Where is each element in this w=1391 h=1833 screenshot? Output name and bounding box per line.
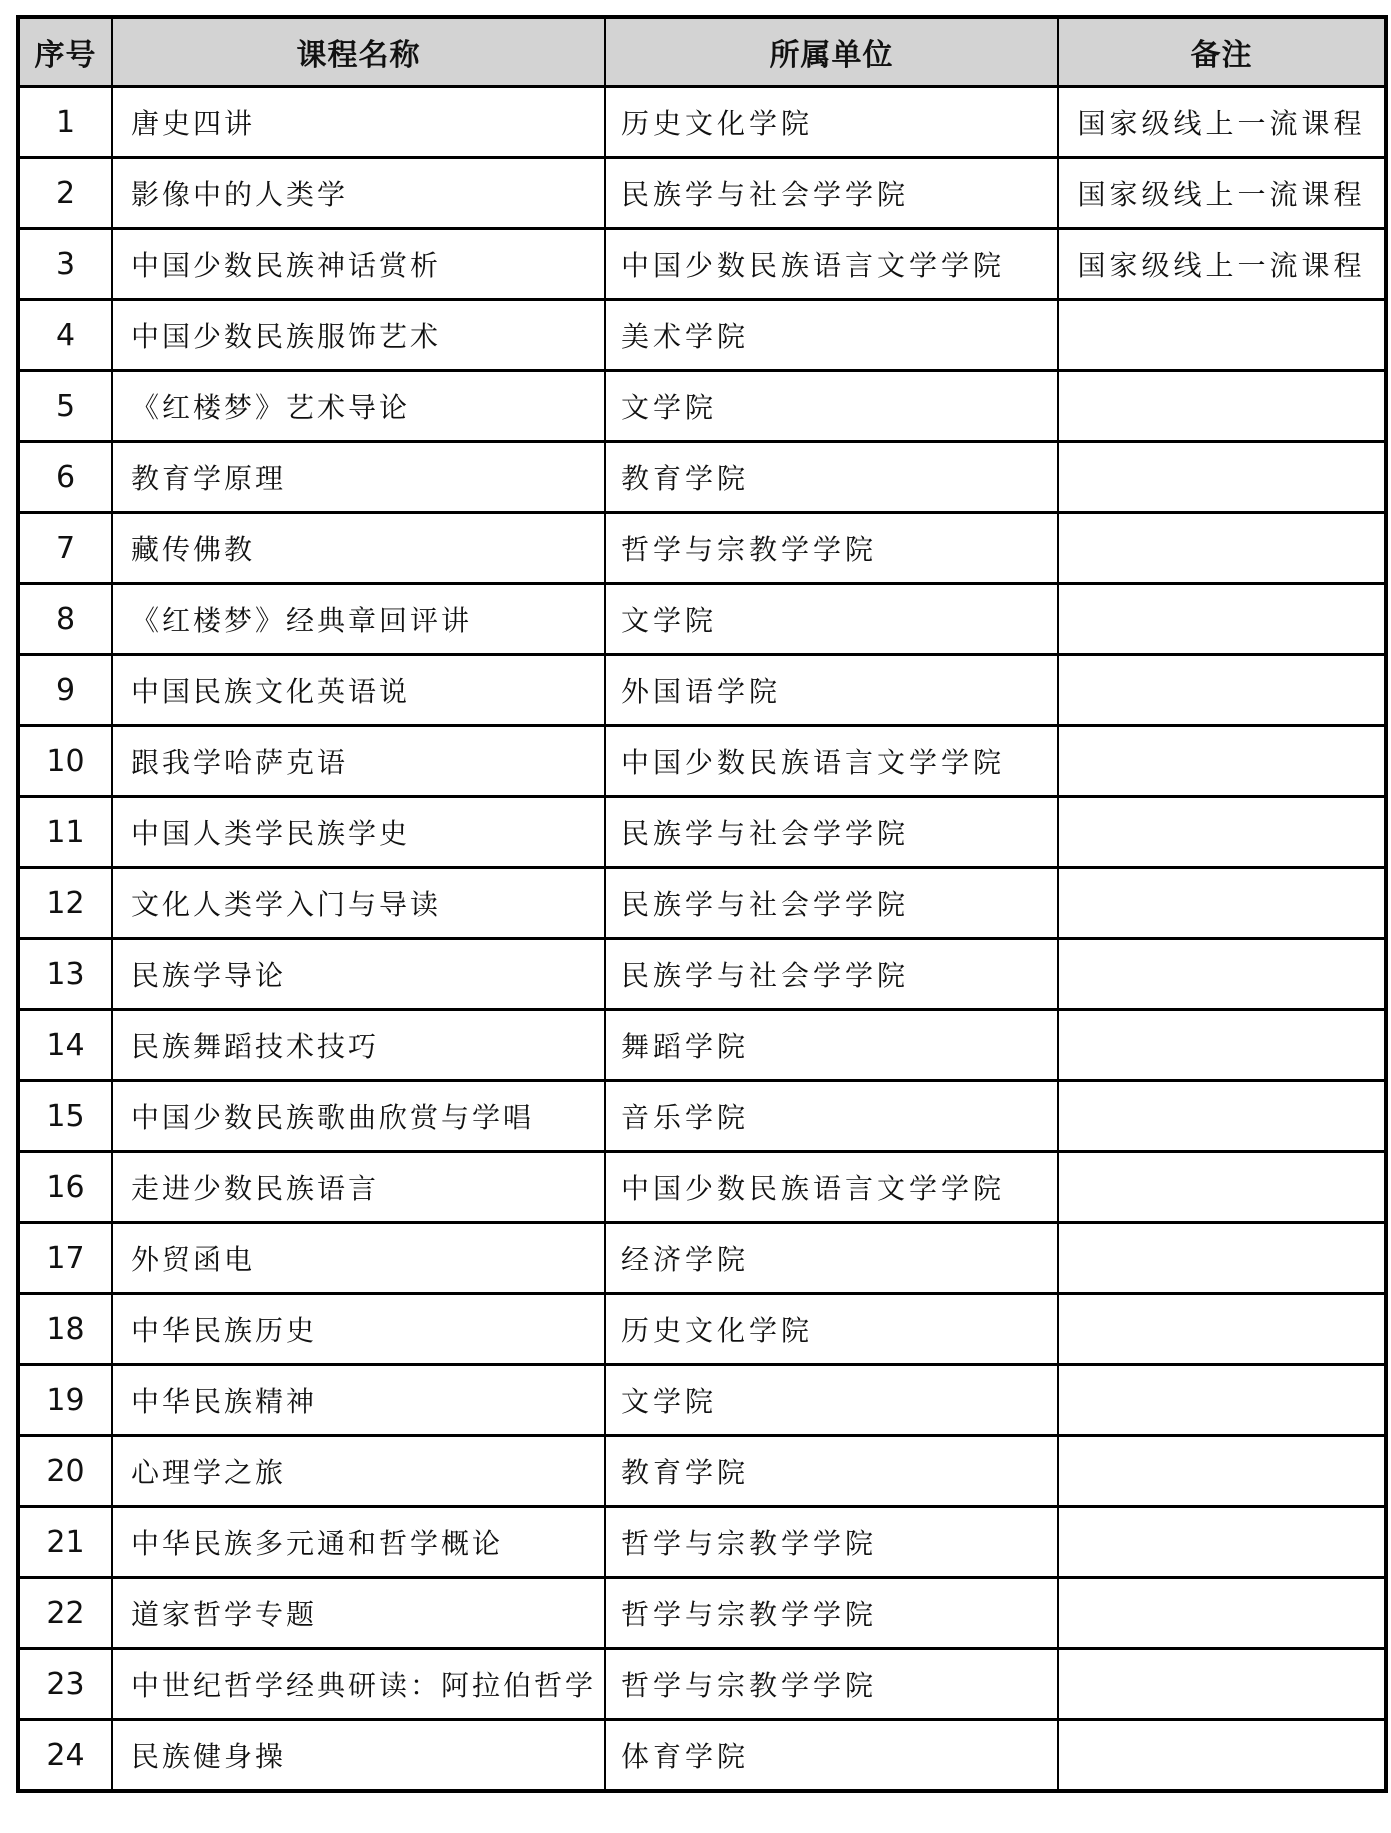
cell-course-name: 中华民族历史 [112, 1294, 605, 1365]
cell-index: 7 [18, 513, 112, 584]
cell-index: 16 [18, 1152, 112, 1223]
cell-remark [1058, 1152, 1386, 1223]
table-row [18, 1010, 1386, 1081]
cell-index: 15 [18, 1081, 112, 1152]
cell-remark [1058, 1578, 1386, 1649]
cell-remark [1058, 868, 1386, 939]
cell-course-name: 走进少数民族语言 [112, 1152, 605, 1223]
cell-course-name: 中国少数民族神话赏析 [112, 229, 605, 300]
table-row [18, 1152, 1386, 1223]
table-row [18, 1578, 1386, 1649]
column-header-index: 序号 [18, 17, 112, 87]
cell-index: 17 [18, 1223, 112, 1294]
table-row [18, 797, 1386, 868]
cell-unit: 经济学院 [605, 1223, 1058, 1294]
cell-remark [1058, 1649, 1386, 1720]
cell-index: 13 [18, 939, 112, 1010]
cell-unit: 文学院 [605, 1365, 1058, 1436]
table-row [18, 229, 1386, 300]
cell-remark [1058, 1436, 1386, 1507]
cell-remark [1058, 1294, 1386, 1365]
cell-unit: 民族学与社会学学院 [605, 158, 1058, 229]
cell-index: 11 [18, 797, 112, 868]
cell-unit: 舞蹈学院 [605, 1010, 1058, 1081]
cell-remark [1058, 1365, 1386, 1436]
cell-index: 23 [18, 1649, 112, 1720]
cell-unit: 体育学院 [605, 1720, 1058, 1792]
cell-unit: 民族学与社会学学院 [605, 939, 1058, 1010]
cell-index: 14 [18, 1010, 112, 1081]
cell-course-name: 心理学之旅 [112, 1436, 605, 1507]
cell-unit: 中国少数民族语言文学学院 [605, 229, 1058, 300]
table-row [18, 1365, 1386, 1436]
column-header-unit: 所属单位 [605, 17, 1058, 87]
cell-remark [1058, 797, 1386, 868]
cell-unit: 教育学院 [605, 442, 1058, 513]
cell-remark [1058, 300, 1386, 371]
cell-remark [1058, 513, 1386, 584]
cell-index: 1 [18, 87, 112, 158]
cell-index: 3 [18, 229, 112, 300]
cell-unit: 哲学与宗教学学院 [605, 1507, 1058, 1578]
cell-course-name: 民族舞蹈技术技巧 [112, 1010, 605, 1081]
table-row [18, 655, 1386, 726]
table-row [18, 1436, 1386, 1507]
cell-unit: 民族学与社会学学院 [605, 797, 1058, 868]
table-row [18, 1223, 1386, 1294]
cell-index: 20 [18, 1436, 112, 1507]
cell-unit: 中国少数民族语言文学学院 [605, 726, 1058, 797]
cell-remark [1058, 726, 1386, 797]
cell-unit: 文学院 [605, 371, 1058, 442]
cell-index: 2 [18, 158, 112, 229]
cell-remark [1058, 1720, 1386, 1792]
table-body [18, 87, 1386, 1792]
cell-course-name: 中国少数民族歌曲欣赏与学唱 [112, 1081, 605, 1152]
cell-unit: 外国语学院 [605, 655, 1058, 726]
cell-index: 10 [18, 726, 112, 797]
cell-index: 6 [18, 442, 112, 513]
cell-course-name: 外贸函电 [112, 1223, 605, 1294]
cell-course-name: 中国人类学民族学史 [112, 797, 605, 868]
cell-course-name: 《红楼梦》艺术导论 [112, 371, 605, 442]
table-row [18, 1649, 1386, 1720]
column-header-remark: 备注 [1058, 17, 1386, 87]
table-row [18, 868, 1386, 939]
cell-index: 5 [18, 371, 112, 442]
cell-unit: 中国少数民族语言文学学院 [605, 1152, 1058, 1223]
table-row [18, 939, 1386, 1010]
document-page [16, 15, 1391, 1793]
cell-course-name: 民族学导论 [112, 939, 605, 1010]
cell-unit: 教育学院 [605, 1436, 1058, 1507]
cell-course-name: 中国少数民族服饰艺术 [112, 300, 605, 371]
cell-index: 24 [18, 1720, 112, 1792]
table-row [18, 158, 1386, 229]
cell-remark [1058, 655, 1386, 726]
course-table [16, 15, 1388, 1793]
cell-remark [1058, 939, 1386, 1010]
cell-index: 9 [18, 655, 112, 726]
cell-index: 19 [18, 1365, 112, 1436]
cell-course-name: 唐史四讲 [112, 87, 605, 158]
table-row [18, 1081, 1386, 1152]
table-header [18, 17, 1386, 87]
cell-unit: 哲学与宗教学学院 [605, 513, 1058, 584]
table-row [18, 442, 1386, 513]
table-row [18, 87, 1386, 158]
cell-remark [1058, 442, 1386, 513]
cell-course-name: 中国民族文化英语说 [112, 655, 605, 726]
cell-course-name: 跟我学哈萨克语 [112, 726, 605, 797]
cell-course-name: 中华民族精神 [112, 1365, 605, 1436]
cell-course-name: 中世纪哲学经典研读：阿拉伯哲学 [112, 1649, 605, 1720]
cell-index: 21 [18, 1507, 112, 1578]
cell-unit: 历史文化学院 [605, 87, 1058, 158]
header-row [18, 17, 1386, 87]
table-row [18, 1507, 1386, 1578]
cell-index: 4 [18, 300, 112, 371]
cell-course-name: 影像中的人类学 [112, 158, 605, 229]
cell-remark: 国家级线上一流课程 [1058, 87, 1386, 158]
table-row [18, 584, 1386, 655]
column-header-course-name: 课程名称 [112, 17, 605, 87]
cell-course-name: 教育学原理 [112, 442, 605, 513]
cell-remark [1058, 1010, 1386, 1081]
cell-index: 22 [18, 1578, 112, 1649]
cell-remark [1058, 1223, 1386, 1294]
cell-index: 12 [18, 868, 112, 939]
cell-course-name: 民族健身操 [112, 1720, 605, 1792]
cell-unit: 美术学院 [605, 300, 1058, 371]
table-row [18, 726, 1386, 797]
cell-remark [1058, 371, 1386, 442]
cell-index: 8 [18, 584, 112, 655]
table-row [18, 513, 1386, 584]
cell-course-name: 中华民族多元通和哲学概论 [112, 1507, 605, 1578]
cell-unit: 历史文化学院 [605, 1294, 1058, 1365]
cell-course-name: 文化人类学入门与导读 [112, 868, 605, 939]
table-row [18, 1294, 1386, 1365]
cell-remark [1058, 1081, 1386, 1152]
cell-unit: 音乐学院 [605, 1081, 1058, 1152]
cell-remark: 国家级线上一流课程 [1058, 229, 1386, 300]
cell-course-name: 藏传佛教 [112, 513, 605, 584]
cell-remark [1058, 1507, 1386, 1578]
table-row [18, 300, 1386, 371]
table-row [18, 1720, 1386, 1792]
table-row [18, 371, 1386, 442]
cell-unit: 文学院 [605, 584, 1058, 655]
cell-unit: 哲学与宗教学学院 [605, 1578, 1058, 1649]
cell-index: 18 [18, 1294, 112, 1365]
cell-remark [1058, 584, 1386, 655]
cell-unit: 民族学与社会学学院 [605, 868, 1058, 939]
cell-unit: 哲学与宗教学学院 [605, 1649, 1058, 1720]
cell-course-name: 道家哲学专题 [112, 1578, 605, 1649]
cell-remark: 国家级线上一流课程 [1058, 158, 1386, 229]
cell-course-name: 《红楼梦》经典章回评讲 [112, 584, 605, 655]
